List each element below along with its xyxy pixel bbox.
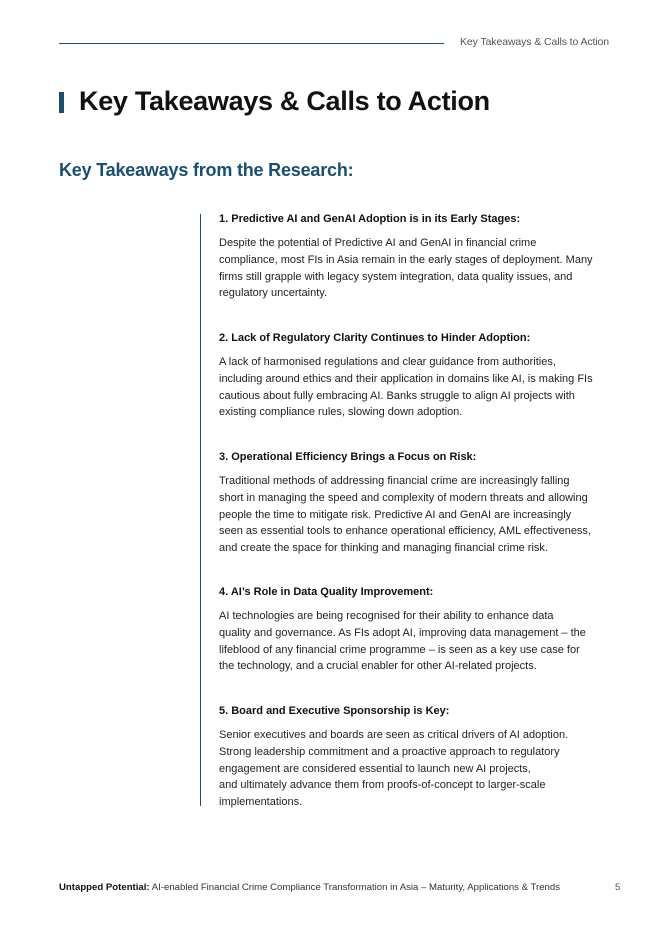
takeaway-item-3 <box>219 450 611 557</box>
takeaway-item-4 <box>219 585 611 675</box>
takeaway-title: 3. Operational Efficiency Brings a Focus on Risk: <box>219 451 477 463</box>
takeaway-body <box>219 354 611 421</box>
body-line: and create the space for thinking and managing financial crime risk. <box>219 542 548 555</box>
takeaway-item-1 <box>219 212 611 302</box>
body-line: A lack of harmonised regulations and clear guidance from authorities, <box>219 356 556 368</box>
body-line: seen as essential tools to enhance operational efficiency, AML effectiveness, <box>219 525 591 538</box>
body-line: Senior executives and boards are seen as critical drivers of AI adoption. <box>219 729 569 741</box>
body-line: people the time to mitigate risk. Predictive AI and GenAI are increasingly <box>219 508 572 521</box>
takeaway-title: 1. Predictive AI and GenAI Adoption is in its Early Stages: <box>219 213 521 225</box>
body-line: implementations. <box>219 796 303 809</box>
body-line: Traditional methods of addressing financial crime are increasingly falling <box>219 475 570 487</box>
takeaway-title: 4. AI’s Role in Data Quality Improvement: <box>219 586 434 598</box>
body-line: Despite the potential of Predictive AI and GenAI in financial crime <box>219 237 537 249</box>
body-line: and ultimately advance them from proofs-of-concept to larger-scale <box>219 779 546 792</box>
page-number: 5 <box>615 882 621 893</box>
body-line: Strong leadership commitment and a proactive approach to regulatory <box>219 745 560 758</box>
body-line: compliance, most FIs in Asia remain in the early stages of deployment. Many <box>219 253 593 266</box>
body-line: the technology, and a crucial enabler for other AI-related projects. <box>219 660 537 673</box>
body-line: cautious about fully embracing AI. Banks struggle to align AI projects with <box>219 389 575 402</box>
body-line: short in managing the speed and complexity of modern threats and allowing <box>219 491 588 504</box>
body-line: including around ethics and their application in domains like AI, is making FIs <box>219 372 593 385</box>
body-line: existing compliance rules, slowing down adoption. <box>219 406 463 419</box>
title-accent-bar <box>59 92 64 113</box>
takeaway-body <box>219 608 611 675</box>
takeaway-item-5 <box>219 704 611 811</box>
footer-citation <box>59 882 560 893</box>
body-line: lifeblood of any financial crime programme – is seen as a key use case for <box>219 643 580 656</box>
body-line: quality and governance. As FIs adopt AI, improving data management – the <box>219 626 586 639</box>
section-heading: Key Takeaways from the Research: <box>59 160 354 180</box>
takeaway-body <box>219 235 611 302</box>
body-line: firms still grapple with legacy system integration, data quality issues, and <box>219 270 573 283</box>
takeaway-title: 2. Lack of Regulatory Clarity Continues to Hinder Adoption: <box>219 332 531 344</box>
header-rule <box>59 43 444 44</box>
footer-text: AI-enabled Financial Crime Compliance Transformation in Asia – Maturity, Applications & Trends <box>149 882 561 893</box>
body-line: engagement are considered essential to launch new AI projects, <box>219 762 531 775</box>
running-header: Key Takeaways & Calls to Action <box>460 36 610 48</box>
takeaway-body <box>219 727 611 811</box>
footer-bold-label: Untapped Potential: <box>59 882 150 893</box>
takeaway-item-2 <box>219 331 611 421</box>
takeaway-title: 5. Board and Executive Sponsorship is Key: <box>219 705 450 717</box>
takeaway-body <box>219 473 611 557</box>
body-line: AI technologies are being recognised for their ability to enhance data <box>219 610 554 622</box>
page-title: Key Takeaways & Calls to Action <box>79 86 490 116</box>
takeaways-vertical-rule <box>200 214 201 806</box>
body-line: regulatory uncertainty. <box>219 287 328 300</box>
